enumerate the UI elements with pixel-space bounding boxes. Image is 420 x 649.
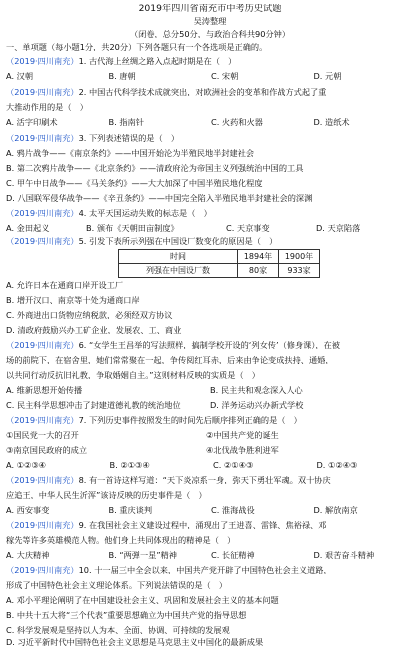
option-d[interactable]: D. 洋务运动兴办新式学校: [210, 401, 304, 410]
option-d[interactable]: D. 解放南京: [313, 506, 358, 515]
source-tag: （2019·四川南充）: [6, 416, 79, 425]
question-8-options: [6, 506, 416, 514]
question-1-options: [6, 72, 416, 80]
question-stem: 10. 十一届三中全会以来，中国共产党开辟了中国特色社会主义道路，: [78, 566, 332, 575]
factory-count-table: [118, 249, 320, 278]
option-d[interactable]: D. 艰苦奋斗精神: [313, 551, 375, 560]
option-a[interactable]: A. 活字印刷术: [6, 118, 58, 127]
option-a[interactable]: A. 金田起义: [6, 224, 50, 233]
event-item: ③南京国民政府的成立: [6, 446, 88, 455]
exam-compiler: 吴涛整理: [193, 17, 227, 26]
table-cell: 1900年: [279, 250, 320, 264]
question-6: [6, 341, 416, 349]
question-7: [6, 416, 416, 424]
option-b[interactable]: B. 颁布《天朝田亩制度》: [86, 224, 179, 233]
option-c[interactable]: C. 民主科学思想冲击了封建道德礼教的统治地位: [6, 401, 181, 410]
option-d[interactable]: D. 清政府鼓励兴办工矿企业，发展农、工、商业: [6, 326, 182, 335]
option-c[interactable]: C. 长征精神: [211, 551, 255, 560]
question-2-stem-cont: 大推动作用的是（ ）: [6, 103, 88, 112]
option-a[interactable]: A. 汉朝: [6, 72, 34, 81]
question-4: [6, 209, 416, 217]
event-item: ④北伐战争胜利进军: [206, 446, 279, 455]
table-cell: 时间: [119, 250, 238, 264]
option-c[interactable]: C. 科学发展观是坚持以人为本、全面、协调、可持续的发展观: [6, 626, 230, 635]
exam-title: 2019年四川省南充市中考历史试题: [138, 4, 282, 14]
question-10-stem-cont: 形成了中国特色社会主义理论体系。下列说法错误的是（ ）: [6, 581, 228, 590]
option-d[interactable]: D. 天京陷落: [316, 224, 361, 233]
option-c[interactable]: C. 火药和火器: [211, 118, 263, 127]
question-stem: 8. 有一首诗这样写道：“天下炎凉系一身，弥天下勇壮军魂。双十协庆: [78, 476, 331, 485]
question-9-stem-cont: 稼先等许多英雄模范人物。他们身上共同体现出的精神是（ ）: [6, 536, 236, 545]
question-1: [6, 57, 416, 65]
option-a[interactable]: A. ①②③④: [6, 461, 47, 470]
question-6-options-row1: [6, 386, 416, 394]
table-cell: 933家: [279, 264, 320, 278]
question-6-stem-cont: 场的前院下，在宿舍里，她们常常聚在一起，争传阅红耳赤，后来由争论变成扶持、通婚，: [6, 356, 334, 365]
table-cell: 列强在中国设厂数: [119, 264, 238, 278]
option-d[interactable]: D. ①②④③: [316, 461, 358, 470]
question-8-stem-cont: 应追王，中华人民生沂浑”该诗反映的历史事件是（ ）: [6, 491, 207, 500]
question-3: [6, 134, 416, 142]
option-d[interactable]: D. 习近平新时代中国特色社会主义思想是马克思主义中国化的最新成果: [6, 638, 264, 647]
option-c[interactable]: C. 甲午中日战争——《马关条约》——大大加深了中国半殖民地化程度: [6, 179, 263, 188]
option-b[interactable]: B. 中共十五大将“三个代表”重要思想确立为中国共产党的指导思想: [6, 611, 247, 620]
question-7-items-row2: [6, 446, 416, 454]
option-a[interactable]: A. 西安事变: [6, 506, 50, 515]
question-stem: 9. 在我国社会主义建设过程中，涌现出了王进喜、雷锋、焦裕禄、邓: [78, 521, 327, 530]
question-6-options-row2: [6, 401, 416, 409]
source-tag: （2019·四川南充）: [6, 341, 79, 350]
question-7-items-row1: [6, 431, 416, 439]
option-a[interactable]: A. 大庆精神: [6, 551, 50, 560]
option-b[interactable]: B. ②①③④: [109, 461, 150, 470]
table-cell: 80家: [238, 264, 279, 278]
question-9-options: [6, 551, 416, 559]
source-tag: （2019·四川南充）: [6, 209, 79, 218]
event-item: ①国民党一大的召开: [6, 431, 79, 440]
option-d[interactable]: D. 造纸术: [313, 118, 350, 127]
question-stem: 7. 下列历史事件按照发生的时间先后顺序排列正确的是（ ）: [78, 416, 302, 425]
source-tag: （2019·四川南充）: [6, 566, 79, 575]
option-c[interactable]: C. 淮海战役: [211, 506, 255, 515]
option-b[interactable]: B. “两弹一星”精神: [108, 551, 177, 560]
option-b[interactable]: B. 重庆谈判: [108, 506, 153, 515]
question-5: [6, 237, 416, 245]
option-a[interactable]: A. 允许日本在通商口岸开设工厂: [6, 281, 124, 290]
question-4-options: [6, 224, 416, 232]
question-stem: 2. 中国古代科学技术成就突出，对欧洲社会的变革和作战方式起了重: [78, 88, 327, 97]
source-tag: （2019·四川南充）: [6, 521, 79, 530]
table-cell: 1894年: [238, 250, 279, 264]
table-header-row: [119, 250, 320, 264]
question-7-options: [6, 461, 416, 469]
source-tag: （2019·四川南充）: [6, 134, 79, 143]
table-row: [119, 264, 320, 278]
question-2: [6, 88, 416, 96]
option-b[interactable]: B. 唐朝: [108, 72, 136, 81]
option-b[interactable]: B. 增开汉口、南京等十处为通商口岸: [6, 296, 140, 305]
option-c[interactable]: C. 天京事变: [226, 224, 270, 233]
section-heading: 一、单项题（每小题1分，共20分）下列各题只有一个各选项是正确的。: [6, 43, 268, 52]
option-b[interactable]: B. 指南针: [108, 118, 144, 127]
exam-note: （闭卷，总分50分，与政治合科共90分钟）: [129, 30, 291, 39]
option-d[interactable]: D. 八国联军侵华战争——《辛丑条约》——中国完全陷入半殖民地半封建社会的深渊: [6, 194, 313, 203]
question-8: [6, 476, 416, 484]
event-item: ②中国共产党的诞生: [206, 431, 279, 440]
option-c[interactable]: C. 宋朝: [211, 72, 239, 81]
option-a[interactable]: A. 邓小平理论阐明了在中国建设社会主义、巩固和发展社会主义的基本问题: [6, 596, 279, 605]
question-9: [6, 521, 416, 529]
question-stem: 6. “女学生王昌举的写法照样，搞制学校开设的‘列女传’（修身课），在被: [78, 341, 340, 350]
option-c[interactable]: C. 外商进出口货物应纳税款，必须经双方协议: [6, 311, 173, 320]
question-10: [6, 566, 416, 574]
source-tag: （2019·四川南充）: [6, 237, 79, 246]
option-b[interactable]: B. 第二次鸦片战争——《北京条约》——清政府沦为帝国主义列强统治中国的工具: [6, 164, 304, 173]
question-stem: 4. 太平天国运动失败的标志是（ ）: [78, 209, 212, 218]
question-6-stem-cont: 以共同行动反抗旧礼教，争取婚姻自主。”这则材料反映的实质是（ ）: [6, 371, 260, 380]
question-stem: 5. 引发下表所示列强在中国设厂数变化的原因是（ ）: [78, 237, 278, 246]
option-b[interactable]: B. 民主共和观念深入人心: [210, 386, 303, 395]
option-a[interactable]: A. 鸦片战争——《南京条约》——中国开始沦为半殖民地半封建社会: [6, 149, 255, 158]
option-c[interactable]: C. ②①④③: [213, 461, 254, 470]
source-tag: （2019·四川南充）: [6, 57, 79, 66]
option-a[interactable]: A. 维新思想开始传播: [6, 386, 83, 395]
source-tag: （2019·四川南充）: [6, 88, 79, 97]
source-tag: （2019·四川南充）: [6, 476, 79, 485]
question-stem: 3. 下列表述错误的是（ ）: [78, 134, 180, 143]
question-2-options: [6, 118, 416, 126]
option-d[interactable]: D. 元朝: [313, 72, 342, 81]
question-stem: 1. 古代海上丝绸之路入点起时期是在（ ）: [78, 57, 237, 66]
